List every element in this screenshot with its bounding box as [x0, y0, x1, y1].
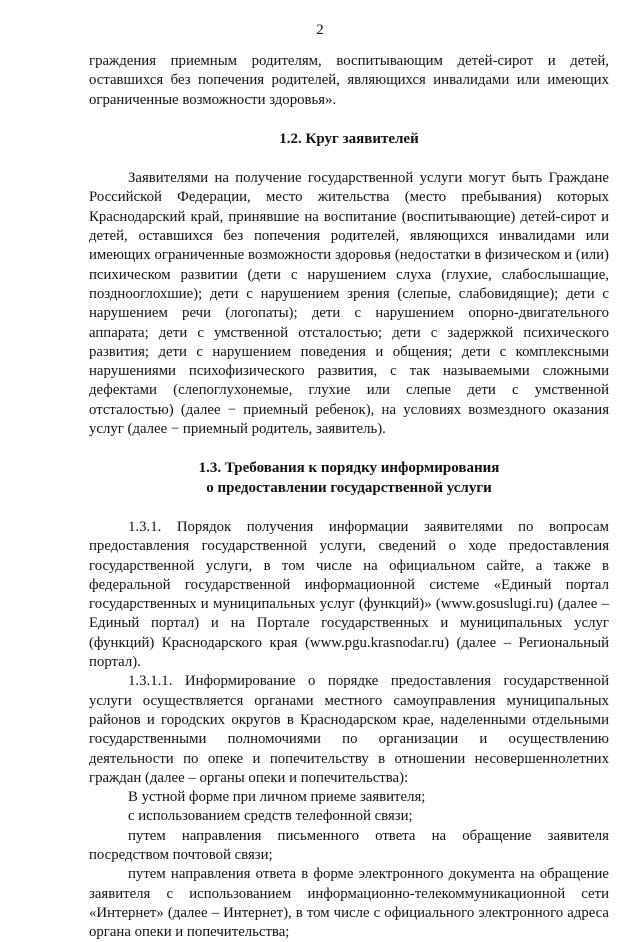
list-item-phone: с использованием средств телефонной связи; [128, 808, 413, 825]
list-item-electronic: путем направления ответа в форме электронного документа на обращение заявителя с использованием информационно-телекоммуникационной сети «Интернет» (далее – Интернет), в том числе с официального электронного адреса органа опеки и попечительства; [89, 866, 609, 941]
paragraph-1-3-1: 1.3.1. Порядок получения информации заявителями по вопросам предоставления государственной услуги, сведений о ходе предоставления государственной услуги, в том числе на официальном сайте, а также в федеральной государственной информационной системе «Единый портал государственных и муниципальных услуг (функций)» (www.gosuslugi.ru) (далее – Единый портал) и на Портале государственных и муниципальных услуг (функций) Краснодарского края (www.pgu.krasnodar.ru) (далее – Региональный портал). [89, 518, 609, 671]
document-body [89, 52, 609, 942]
paragraph-applicants: Заявителями на получение государственной услуги могут быть Граждане Российской Федерации, место жительства (место пребывания) которых Краснодарский край, принявшие на воспитание (воспитывающие) детей-сирот и детей, оставшихся без попечения родителей, являющихся инвалидами или имеющих ограниченные возможности здоровья (недостатки в физическом и (или) психическом развитии (дети с нарушением слуха (глухие, слабослышащие, позднооглохшие); дети с нарушением зрения (слепые, слабовидящие); дети с нарушением речи (логопаты); дети с нарушением опорно-двигательного аппарата; дети с умственной отсталостью; дети с задержкой психического развития; дети с нарушением поведения и общения; дети с комплексными нарушениями психофизического развития, с так называемыми сложными дефектами (слепоглухонемые, глухие или слепые дети с умственной отсталостью) (далее − приемный ребенок), на условиях возмездного оказания услуг (далее − приемный родитель, заявитель). [89, 170, 609, 438]
list-item-oral: В устной форме при личном приеме заявителя; [128, 789, 426, 806]
paragraph-1-3-1-1: 1.3.1.1. Информирование о порядке предоставления государственной услуги осуществляется органами местного самоуправления муниципальных районов и городских округов в Краснодарском крае, наделенными отдельными государственными полномочиями по организации и осуществлению деятельности по опеке и попечительству в отношении несовершеннолетних граждан (далее – органы опеки и попечительства): [89, 673, 609, 786]
section-heading-1-2: 1.2. Круг заявителей [279, 130, 419, 147]
paragraph-continuation: граждения приемным родителям, воспитывающим детей-сирот и детей, оставшихся без попечения родителей, являющихся инвалидами или имеющих ограниченные возможности здоровья». [89, 53, 609, 108]
heading-line-1: 1.3. Требования к порядку информирования [198, 460, 500, 477]
page-number: 2 [316, 22, 324, 38]
heading-line-2: о предоставлении государственной услуги [206, 479, 492, 496]
list-item-mail: путем направления письменного ответа на обращение заявителя посредством почтовой связи; [89, 827, 609, 863]
section-heading-1-3 [89, 459, 609, 498]
